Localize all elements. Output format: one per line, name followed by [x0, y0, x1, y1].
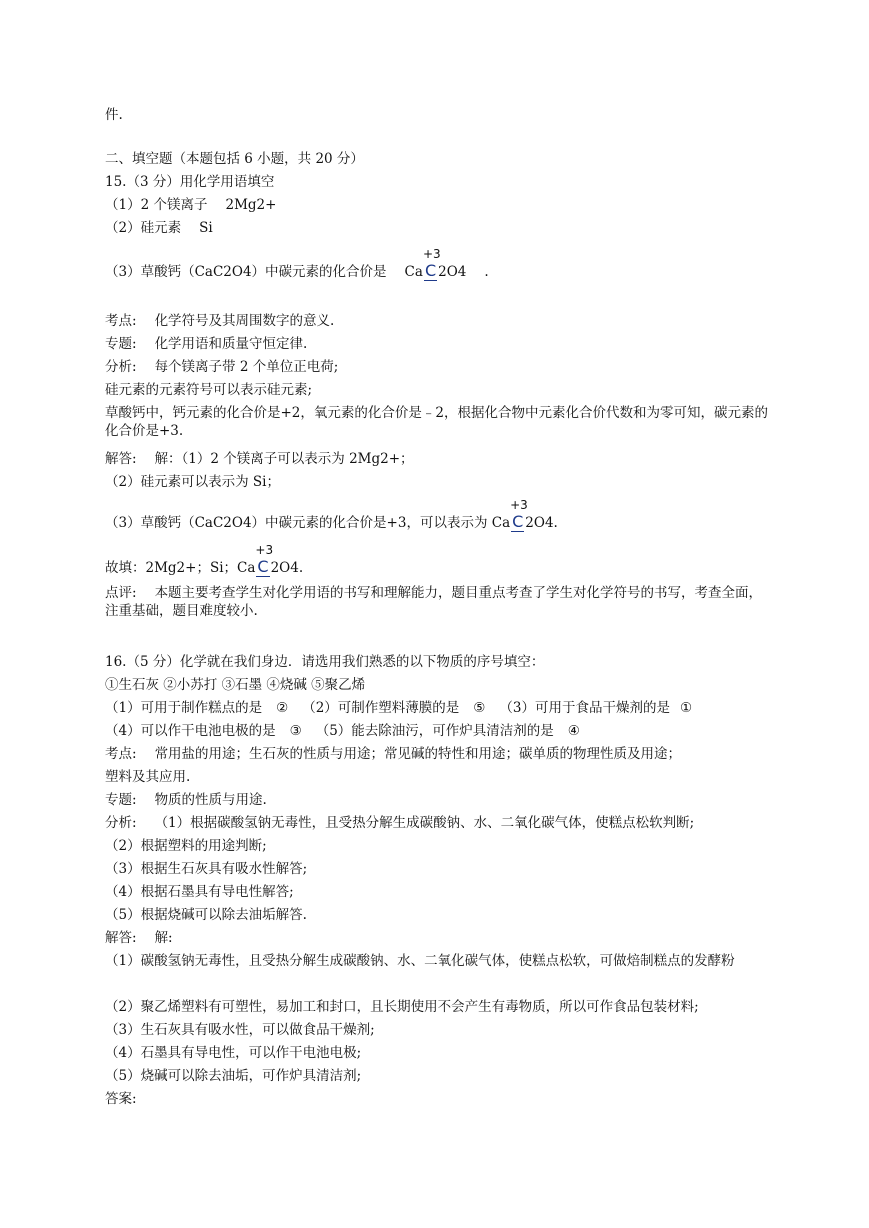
element-symbol: C: [424, 261, 437, 280]
fenxi-line: [105, 358, 338, 376]
kaodian-line-2: 塑料及其应用.: [105, 769, 191, 785]
question-16-row-2: [105, 722, 594, 740]
fenxi-label: 分析:: [105, 815, 137, 831]
kaodian-line: [105, 312, 334, 330]
question-15-part-3: [105, 247, 489, 281]
kaodian-line: [105, 745, 681, 763]
oxidation-state-mark: [510, 498, 528, 532]
answer: ①: [680, 700, 693, 716]
part-label: （3）草酸钙（CaC2O4）中碳元素的化合价是: [105, 264, 387, 280]
fenxi-line: [105, 814, 694, 832]
jieda-line-3: （3）生石灰具有吸水性，可以做食品干燥剂;: [105, 1022, 375, 1038]
part-label: （1）可用于制作糕点的是: [105, 700, 263, 716]
fenxi-line-5: （5）根据烧碱可以除去油垢解答.: [105, 907, 307, 923]
jieda-line-1: （1）碳酸氢钠无毒性，且受热分解生成碳酸钠、水、二氧化碳气体，使糕点松软，可做焙制糕点的发酵粉: [105, 953, 735, 969]
fenxi-line-2: 硅元素的元素符号可以表示硅元素;: [105, 382, 313, 398]
question-16-row-1: [105, 699, 702, 717]
dianping-line: [105, 584, 770, 620]
zhuanti-line: [105, 791, 267, 809]
kaodian-label: 考点:: [105, 746, 137, 762]
question-16-stem: 16.（5 分）化学就在我们身边．请选用我们熟悉的以下物质的序号填空：: [105, 654, 545, 670]
answer: ④: [567, 723, 580, 739]
zhuanti-label: 专题:: [105, 336, 137, 352]
answer: ③: [289, 723, 302, 739]
jieda-line: [105, 929, 173, 947]
fenxi-text: 每个镁离子带 2 个单位正电荷;: [154, 359, 339, 375]
zhuanti-label: 专题:: [105, 792, 137, 808]
oxidation-charge: +3: [422, 247, 441, 261]
element-symbol: C: [512, 512, 524, 531]
jieda-text: 解：（1）2 个镁离子可以表示为 2Mg2+；: [154, 451, 414, 467]
part-label: （5）能去除油污，可作炉具清洁剂的是: [315, 723, 554, 739]
part-label: （4）可以作干电池电极的是: [105, 723, 276, 739]
jieda-line-5: （5）烧碱可以除去油垢，可作炉具清洁剂;: [105, 1068, 362, 1084]
part-label: （2）可制作塑料薄膜的是: [302, 700, 460, 716]
answer: ⑤: [473, 700, 486, 716]
fenxi-line-3: （3）根据生石灰具有吸水性解答;: [105, 861, 308, 877]
oxidation-charge: +3: [510, 498, 528, 512]
sentence-end: .: [484, 264, 489, 280]
jieda-line-3: [105, 498, 558, 532]
guzhen-tail: 2O4.: [270, 560, 304, 576]
answer-suffix: 2O4: [438, 264, 467, 280]
continued-text: 件.: [105, 107, 123, 123]
dianping-label: 点评:: [105, 585, 137, 601]
jieda-tail: 2O4.: [525, 515, 558, 531]
element-symbol: C: [257, 557, 269, 576]
oxidation-charge: +3: [255, 543, 274, 557]
dianping-text: 本题主要考查学生对化学用语的书写和理解能力，题目重点考查了学生对化学符号的书写，考查全面，注重基础，题目难度较小.: [105, 585, 763, 619]
section-title: 二、填空题（本题包括 6 小题，共 20 分）: [105, 151, 364, 167]
question-16-options: ①生石灰 ②小苏打 ③石墨 ④烧碱 ⑤聚乙烯: [105, 677, 366, 693]
zhuanti-line: [105, 335, 307, 353]
kaodian-text: 化学符号及其周围数字的意义.: [154, 313, 335, 329]
guzhen-line: [105, 543, 304, 577]
fenxi-line-4: （4）根据石墨具有导电性解答;: [105, 884, 294, 900]
jieda-head: 解:: [154, 930, 173, 946]
part-label: （3）可用于食品干燥剂的是: [499, 700, 670, 716]
oxidation-state-mark: [255, 543, 274, 577]
zhuanti-text: 化学用语和质量守恒定律.: [154, 336, 308, 352]
question-15-stem: 15.（3 分）用化学用语填空: [105, 174, 275, 190]
fenxi-line-3: 草酸钙中，钙元素的化合价是+2，氧元素的化合价是﹣2，根据化合物中元素化合价代数和为零可知，碳元素的化合价是+3.: [105, 405, 768, 439]
kaodian-label: 考点:: [105, 313, 137, 329]
answer: ②: [276, 700, 289, 716]
part-label: （2）硅元素: [105, 220, 182, 236]
jieda-line-2: （2）聚乙烯塑料有可塑性，易加工和封口，且长期使用不会产生有毒物质，所以可作食品包装材料;: [105, 999, 699, 1015]
jieda-label: 解答:: [105, 930, 137, 946]
kaodian-text: 常用盐的用途；生石灰的性质与用途；常见碱的特性和用途；碳单质的物理性质及用途；: [154, 746, 682, 762]
jieda-line-2: （2）硅元素可以表示为 Si；: [105, 474, 280, 490]
daan-label: 答案:: [105, 1091, 137, 1107]
fenxi-label: 分析:: [105, 359, 137, 375]
question-15-part-2: [105, 219, 213, 237]
guzhen-text: 故填：2Mg2+；Si；Ca: [105, 560, 256, 576]
oxidation-state-mark: [422, 247, 441, 281]
answer-prefix: Ca: [404, 264, 423, 280]
jieda-line: [105, 450, 414, 468]
jieda-text: （3）草酸钙（CaC2O4）中碳元素的化合价是+3，可以表示为 Ca: [105, 515, 511, 531]
zhuanti-text: 物质的性质与用途.: [154, 792, 267, 808]
fenxi-text: （1）根据碳酸氢钠无毒性，且受热分解生成碳酸钠、水、二氧化碳气体，使糕点松软判断;: [154, 815, 695, 831]
part-label: （1）2 个镁离子: [105, 197, 208, 213]
jieda-line-4: （4）石墨具有导电性，可以作干电池电极;: [105, 1045, 362, 1061]
fenxi-line-2: （2）根据塑料的用途判断;: [105, 838, 267, 854]
answer: 2Mg2+: [225, 197, 277, 213]
answer: Si: [199, 220, 213, 236]
jieda-label: 解答:: [105, 451, 137, 467]
question-15-part-1: [105, 196, 276, 214]
